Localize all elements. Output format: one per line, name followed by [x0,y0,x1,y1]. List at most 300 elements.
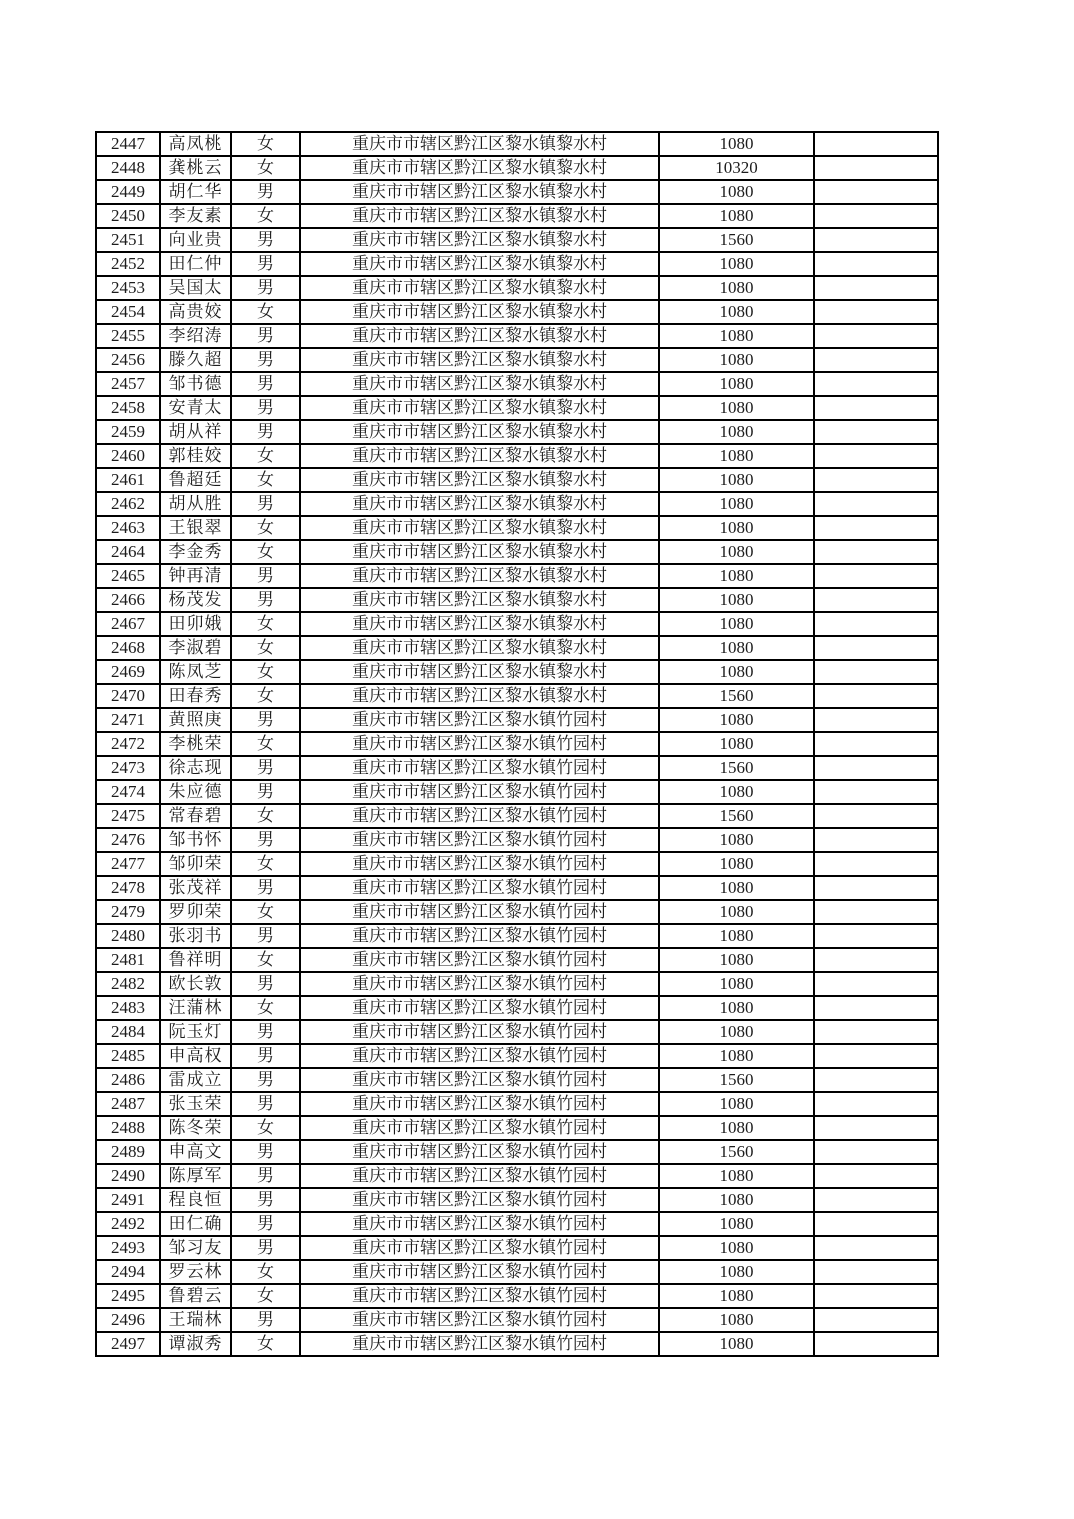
table-row [96,612,938,636]
address-cell: 重庆市市辖区黔江区黎水镇黎水村 [300,132,659,156]
empty-note-cell [814,348,938,372]
table-row [96,276,938,300]
row-number-cell: 2491 [96,1188,160,1212]
empty-note-cell [814,492,938,516]
name-cell: 田春秀 [160,684,231,708]
empty-note-cell [814,804,938,828]
amount-cell: 1080 [659,828,814,852]
address-cell: 重庆市市辖区黔江区黎水镇竹园村 [300,1284,659,1308]
row-number-cell: 2467 [96,612,160,636]
name-cell: 常春碧 [160,804,231,828]
gender-cell: 男 [231,876,300,900]
amount-cell: 1080 [659,252,814,276]
amount-cell: 1080 [659,1308,814,1332]
empty-note-cell [814,1260,938,1284]
empty-note-cell [814,1188,938,1212]
empty-note-cell [814,1116,938,1140]
row-number-cell: 2450 [96,204,160,228]
empty-note-cell [814,1212,938,1236]
name-cell: 龚桃云 [160,156,231,180]
address-cell: 重庆市市辖区黔江区黎水镇竹园村 [300,876,659,900]
row-number-cell: 2482 [96,972,160,996]
gender-cell: 男 [231,708,300,732]
table-row [96,468,938,492]
name-cell: 鲁祥明 [160,948,231,972]
row-number-cell: 2485 [96,1044,160,1068]
amount-cell: 1080 [659,468,814,492]
empty-note-cell [814,876,938,900]
row-number-cell: 2472 [96,732,160,756]
name-cell: 滕久超 [160,348,231,372]
gender-cell: 男 [231,396,300,420]
name-cell: 徐志现 [160,756,231,780]
address-cell: 重庆市市辖区黔江区黎水镇黎水村 [300,156,659,180]
gender-cell: 男 [231,780,300,804]
amount-cell: 1080 [659,180,814,204]
records-table-body [96,132,938,1356]
amount-cell: 1080 [659,876,814,900]
empty-note-cell [814,996,938,1020]
address-cell: 重庆市市辖区黔江区黎水镇竹园村 [300,1260,659,1284]
row-number-cell: 2473 [96,756,160,780]
name-cell: 张茂祥 [160,876,231,900]
amount-cell: 1080 [659,444,814,468]
row-number-cell: 2490 [96,1164,160,1188]
name-cell: 李桃荣 [160,732,231,756]
empty-note-cell [814,660,938,684]
amount-cell: 1080 [659,588,814,612]
empty-note-cell [814,636,938,660]
empty-note-cell [814,900,938,924]
address-cell: 重庆市市辖区黔江区黎水镇黎水村 [300,180,659,204]
row-number-cell: 2453 [96,276,160,300]
name-cell: 陈厚军 [160,1164,231,1188]
amount-cell: 1080 [659,900,814,924]
table-row [96,1332,938,1356]
table-row [96,324,938,348]
empty-note-cell [814,204,938,228]
address-cell: 重庆市市辖区黔江区黎水镇竹园村 [300,1116,659,1140]
amount-cell: 1080 [659,1212,814,1236]
row-number-cell: 2461 [96,468,160,492]
gender-cell: 女 [231,732,300,756]
amount-cell: 1080 [659,372,814,396]
amount-cell: 1080 [659,516,814,540]
name-cell: 钟再清 [160,564,231,588]
address-cell: 重庆市市辖区黔江区黎水镇竹园村 [300,708,659,732]
gender-cell: 女 [231,540,300,564]
row-number-cell: 2459 [96,420,160,444]
address-cell: 重庆市市辖区黔江区黎水镇黎水村 [300,612,659,636]
table-row [96,1284,938,1308]
address-cell: 重庆市市辖区黔江区黎水镇黎水村 [300,204,659,228]
address-cell: 重庆市市辖区黔江区黎水镇黎水村 [300,300,659,324]
row-number-cell: 2469 [96,660,160,684]
address-cell: 重庆市市辖区黔江区黎水镇黎水村 [300,228,659,252]
gender-cell: 女 [231,1116,300,1140]
table-row [96,348,938,372]
name-cell: 郭桂姣 [160,444,231,468]
empty-note-cell [814,516,938,540]
table-row [96,228,938,252]
amount-cell: 1560 [659,756,814,780]
gender-cell: 男 [231,228,300,252]
address-cell: 重庆市市辖区黔江区黎水镇竹园村 [300,1188,659,1212]
table-row [96,708,938,732]
gender-cell: 男 [231,756,300,780]
address-cell: 重庆市市辖区黔江区黎水镇竹园村 [300,828,659,852]
gender-cell: 男 [231,276,300,300]
name-cell: 张羽书 [160,924,231,948]
row-number-cell: 2477 [96,852,160,876]
address-cell: 重庆市市辖区黔江区黎水镇黎水村 [300,540,659,564]
row-number-cell: 2479 [96,900,160,924]
name-cell: 邹书德 [160,372,231,396]
address-cell: 重庆市市辖区黔江区黎水镇竹园村 [300,996,659,1020]
amount-cell: 1560 [659,684,814,708]
amount-cell: 1080 [659,1044,814,1068]
gender-cell: 女 [231,948,300,972]
address-cell: 重庆市市辖区黔江区黎水镇竹园村 [300,756,659,780]
amount-cell: 1080 [659,660,814,684]
amount-cell: 1080 [659,780,814,804]
table-row [96,204,938,228]
address-cell: 重庆市市辖区黔江区黎水镇竹园村 [300,852,659,876]
empty-note-cell [814,132,938,156]
table-row [96,780,938,804]
name-cell: 王瑞林 [160,1308,231,1332]
gender-cell: 女 [231,852,300,876]
row-number-cell: 2456 [96,348,160,372]
empty-note-cell [814,972,938,996]
name-cell: 胡从祥 [160,420,231,444]
name-cell: 王银翠 [160,516,231,540]
row-number-cell: 2468 [96,636,160,660]
name-cell: 申高权 [160,1044,231,1068]
empty-note-cell [814,444,938,468]
table-row [96,1068,938,1092]
gender-cell: 女 [231,996,300,1020]
table-row [96,132,938,156]
name-cell: 罗卯荣 [160,900,231,924]
table-row [96,900,938,924]
address-cell: 重庆市市辖区黔江区黎水镇黎水村 [300,468,659,492]
row-number-cell: 2494 [96,1260,160,1284]
name-cell: 鲁超廷 [160,468,231,492]
amount-cell: 1080 [659,300,814,324]
row-number-cell: 2460 [96,444,160,468]
empty-note-cell [814,588,938,612]
name-cell: 陈凤芝 [160,660,231,684]
empty-note-cell [814,1020,938,1044]
address-cell: 重庆市市辖区黔江区黎水镇黎水村 [300,588,659,612]
table-row [96,1092,938,1116]
table-row [96,156,938,180]
row-number-cell: 2478 [96,876,160,900]
empty-note-cell [814,564,938,588]
name-cell: 汪蒲林 [160,996,231,1020]
amount-cell: 1080 [659,996,814,1020]
row-number-cell: 2487 [96,1092,160,1116]
amount-cell: 1080 [659,924,814,948]
amount-cell: 1080 [659,396,814,420]
table-row [96,1140,938,1164]
amount-cell: 1080 [659,420,814,444]
amount-cell: 10320 [659,156,814,180]
table-row [96,300,938,324]
gender-cell: 女 [231,132,300,156]
row-number-cell: 2484 [96,1020,160,1044]
table-row [96,1308,938,1332]
table-row [96,972,938,996]
name-cell: 吴国太 [160,276,231,300]
amount-cell: 1080 [659,1116,814,1140]
amount-cell: 1080 [659,1260,814,1284]
amount-cell: 1080 [659,1284,814,1308]
row-number-cell: 2493 [96,1236,160,1260]
amount-cell: 1080 [659,1236,814,1260]
address-cell: 重庆市市辖区黔江区黎水镇竹园村 [300,948,659,972]
name-cell: 邹习友 [160,1236,231,1260]
table-row [96,828,938,852]
name-cell: 阮玉灯 [160,1020,231,1044]
row-number-cell: 2463 [96,516,160,540]
table-row [96,1116,938,1140]
gender-cell: 男 [231,348,300,372]
gender-cell: 女 [231,1260,300,1284]
address-cell: 重庆市市辖区黔江区黎水镇竹园村 [300,1308,659,1332]
address-cell: 重庆市市辖区黔江区黎水镇竹园村 [300,732,659,756]
gender-cell: 男 [231,1188,300,1212]
empty-note-cell [814,1140,938,1164]
name-cell: 罗云林 [160,1260,231,1284]
amount-cell: 1080 [659,708,814,732]
address-cell: 重庆市市辖区黔江区黎水镇竹园村 [300,1332,659,1356]
empty-note-cell [814,1068,938,1092]
row-number-cell: 2465 [96,564,160,588]
empty-note-cell [814,228,938,252]
gender-cell: 男 [231,1212,300,1236]
empty-note-cell [814,156,938,180]
gender-cell: 男 [231,828,300,852]
gender-cell: 女 [231,156,300,180]
amount-cell: 1080 [659,348,814,372]
gender-cell: 女 [231,660,300,684]
name-cell: 李友素 [160,204,231,228]
address-cell: 重庆市市辖区黔江区黎水镇竹园村 [300,804,659,828]
address-cell: 重庆市市辖区黔江区黎水镇竹园村 [300,1020,659,1044]
table-row [96,252,938,276]
amount-cell: 1560 [659,1068,814,1092]
address-cell: 重庆市市辖区黔江区黎水镇黎水村 [300,492,659,516]
empty-note-cell [814,612,938,636]
empty-note-cell [814,300,938,324]
name-cell: 高贵姣 [160,300,231,324]
address-cell: 重庆市市辖区黔江区黎水镇黎水村 [300,516,659,540]
amount-cell: 1080 [659,1020,814,1044]
name-cell: 胡仁华 [160,180,231,204]
table-row [96,180,938,204]
row-number-cell: 2447 [96,132,160,156]
gender-cell: 女 [231,516,300,540]
name-cell: 程良恒 [160,1188,231,1212]
empty-note-cell [814,684,938,708]
name-cell: 鲁碧云 [160,1284,231,1308]
name-cell: 田卯娥 [160,612,231,636]
address-cell: 重庆市市辖区黔江区黎水镇黎水村 [300,660,659,684]
row-number-cell: 2489 [96,1140,160,1164]
empty-note-cell [814,396,938,420]
empty-note-cell [814,1092,938,1116]
row-number-cell: 2457 [96,372,160,396]
empty-note-cell [814,324,938,348]
address-cell: 重庆市市辖区黔江区黎水镇黎水村 [300,420,659,444]
table-row [96,1188,938,1212]
address-cell: 重庆市市辖区黔江区黎水镇竹园村 [300,1092,659,1116]
amount-cell: 1080 [659,972,814,996]
name-cell: 高凤桃 [160,132,231,156]
table-row [96,588,938,612]
table-row [96,1020,938,1044]
gender-cell: 男 [231,972,300,996]
name-cell: 邹书怀 [160,828,231,852]
address-cell: 重庆市市辖区黔江区黎水镇竹园村 [300,924,659,948]
address-cell: 重庆市市辖区黔江区黎水镇黎水村 [300,348,659,372]
amount-cell: 1560 [659,804,814,828]
table-row [96,1236,938,1260]
empty-note-cell [814,1236,938,1260]
table-row [96,396,938,420]
gender-cell: 女 [231,804,300,828]
row-number-cell: 2455 [96,324,160,348]
amount-cell: 1080 [659,612,814,636]
address-cell: 重庆市市辖区黔江区黎水镇竹园村 [300,780,659,804]
empty-note-cell [814,756,938,780]
gender-cell: 男 [231,1044,300,1068]
gender-cell: 男 [231,588,300,612]
amount-cell: 1080 [659,732,814,756]
row-number-cell: 2495 [96,1284,160,1308]
amount-cell: 1080 [659,636,814,660]
name-cell: 杨茂发 [160,588,231,612]
amount-cell: 1080 [659,540,814,564]
table-row [96,564,938,588]
gender-cell: 女 [231,1332,300,1356]
address-cell: 重庆市市辖区黔江区黎水镇竹园村 [300,1236,659,1260]
gender-cell: 女 [231,1284,300,1308]
address-cell: 重庆市市辖区黔江区黎水镇竹园村 [300,1140,659,1164]
name-cell: 安青太 [160,396,231,420]
amount-cell: 1080 [659,948,814,972]
gender-cell: 男 [231,1236,300,1260]
empty-note-cell [814,1332,938,1356]
table-row [96,684,938,708]
table-row [96,420,938,444]
address-cell: 重庆市市辖区黔江区黎水镇黎水村 [300,372,659,396]
table-row [96,804,938,828]
gender-cell: 男 [231,1164,300,1188]
name-cell: 李金秀 [160,540,231,564]
name-cell: 李绍涛 [160,324,231,348]
row-number-cell: 2483 [96,996,160,1020]
amount-cell: 1080 [659,132,814,156]
address-cell: 重庆市市辖区黔江区黎水镇黎水村 [300,396,659,420]
amount-cell: 1080 [659,564,814,588]
gender-cell: 男 [231,372,300,396]
name-cell: 陈冬荣 [160,1116,231,1140]
row-number-cell: 2464 [96,540,160,564]
empty-note-cell [814,948,938,972]
address-cell: 重庆市市辖区黔江区黎水镇黎水村 [300,252,659,276]
empty-note-cell [814,924,938,948]
address-cell: 重庆市市辖区黔江区黎水镇黎水村 [300,564,659,588]
amount-cell: 1080 [659,492,814,516]
amount-cell: 1080 [659,324,814,348]
empty-note-cell [814,276,938,300]
address-cell: 重庆市市辖区黔江区黎水镇黎水村 [300,684,659,708]
row-number-cell: 2481 [96,948,160,972]
empty-note-cell [814,420,938,444]
amount-cell: 1080 [659,276,814,300]
table-row [96,924,938,948]
amount-cell: 1080 [659,1188,814,1212]
empty-note-cell [814,468,938,492]
empty-note-cell [814,780,938,804]
gender-cell: 男 [231,564,300,588]
row-number-cell: 2496 [96,1308,160,1332]
empty-note-cell [814,540,938,564]
table-row [96,852,938,876]
name-cell: 邹卯荣 [160,852,231,876]
amount-cell: 1560 [659,1140,814,1164]
row-number-cell: 2449 [96,180,160,204]
table-row [96,372,938,396]
address-cell: 重庆市市辖区黔江区黎水镇竹园村 [300,1068,659,1092]
address-cell: 重庆市市辖区黔江区黎水镇竹园村 [300,1212,659,1236]
row-number-cell: 2486 [96,1068,160,1092]
gender-cell: 男 [231,420,300,444]
row-number-cell: 2451 [96,228,160,252]
name-cell: 欧长敦 [160,972,231,996]
row-number-cell: 2488 [96,1116,160,1140]
amount-cell: 1080 [659,1332,814,1356]
table-row [96,516,938,540]
amount-cell: 1080 [659,852,814,876]
gender-cell: 男 [231,180,300,204]
name-cell: 张玉荣 [160,1092,231,1116]
address-cell: 重庆市市辖区黔江区黎水镇黎水村 [300,444,659,468]
amount-cell: 1080 [659,1164,814,1188]
row-number-cell: 2480 [96,924,160,948]
address-cell: 重庆市市辖区黔江区黎水镇黎水村 [300,636,659,660]
table-row [96,660,938,684]
address-cell: 重庆市市辖区黔江区黎水镇黎水村 [300,276,659,300]
gender-cell: 男 [231,324,300,348]
address-cell: 重庆市市辖区黔江区黎水镇黎水村 [300,324,659,348]
table-row [96,1260,938,1284]
amount-cell: 1080 [659,204,814,228]
table-row [96,732,938,756]
name-cell: 谭淑秀 [160,1332,231,1356]
table-row [96,1212,938,1236]
gender-cell: 男 [231,492,300,516]
gender-cell: 男 [231,1092,300,1116]
gender-cell: 女 [231,900,300,924]
name-cell: 申高文 [160,1140,231,1164]
gender-cell: 男 [231,252,300,276]
row-number-cell: 2452 [96,252,160,276]
empty-note-cell [814,180,938,204]
